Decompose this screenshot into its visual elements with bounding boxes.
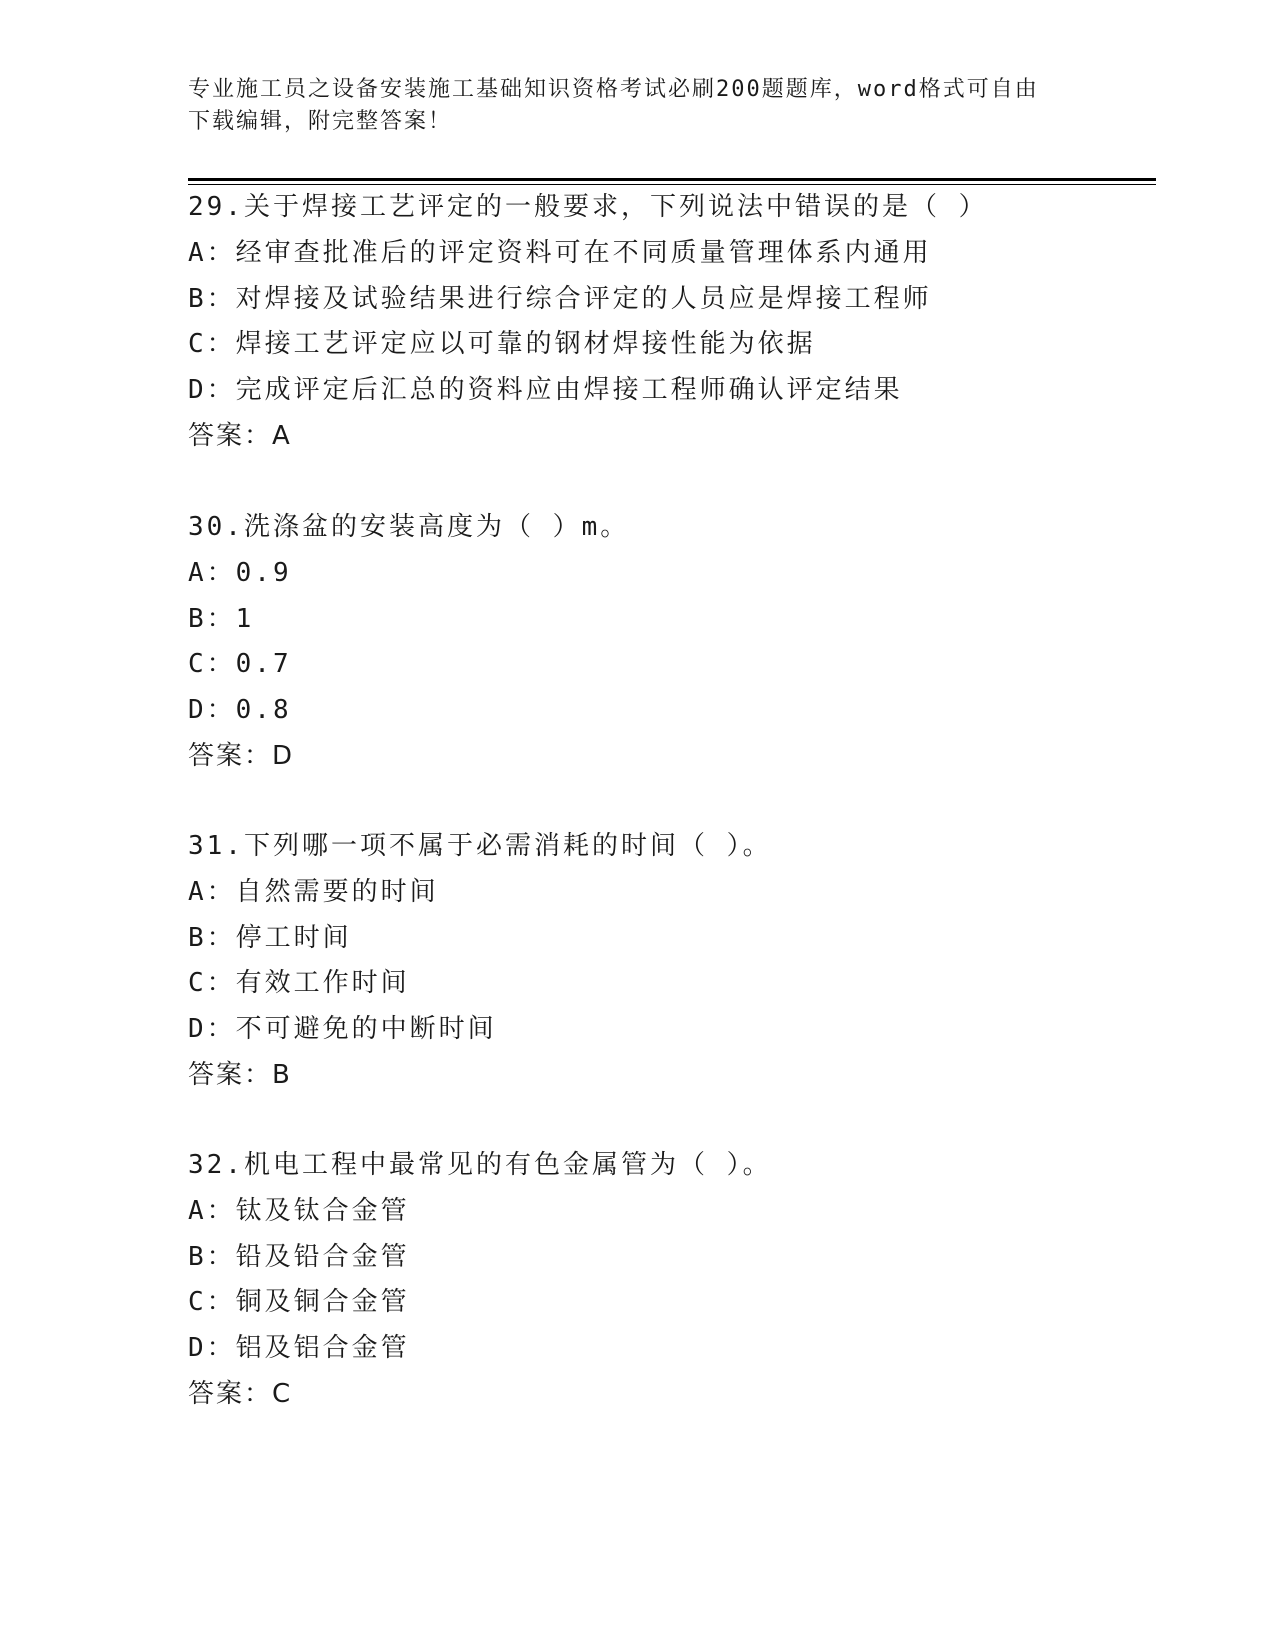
option-b: B：1	[188, 603, 255, 634]
option-b: B：停工时间	[188, 922, 352, 953]
question-stem: 31.下列哪一项不属于必需消耗的时间（ ）。	[188, 831, 772, 861]
question-block-29	[188, 185, 1148, 460]
header-divider-thick	[188, 178, 1156, 181]
option-a: A：钛及钛合金管	[188, 1195, 410, 1226]
option-d: D：0.8	[188, 695, 292, 726]
answer-label: 答案：C	[188, 1378, 293, 1409]
question-block-32	[188, 1143, 1148, 1418]
option-c: C：0.7	[188, 649, 292, 680]
question-stem: 29.关于焊接工艺评定的一般要求，下列说法中错误的是（ ）	[188, 192, 988, 222]
option-b: B：对焊接及试验结果进行综合评定的人员应是焊接工程师	[188, 283, 932, 314]
option-c: C：铜及铜合金管	[188, 1287, 410, 1318]
option-a: A：经审查批准后的评定资料可在不同质量管理体系内通用	[188, 237, 932, 268]
question-block-31	[188, 824, 1148, 1099]
option-d: D：铝及铝合金管	[188, 1333, 410, 1364]
answer-label: 答案：B	[188, 1059, 292, 1090]
header-line-2: 下载编辑，附完整答案！	[188, 109, 453, 134]
question-stem: 30.洗涤盆的安装高度为（ ）m。	[188, 512, 630, 542]
option-d: D：不可避免的中断时间	[188, 1014, 497, 1045]
answer-label: 答案：D	[188, 740, 295, 771]
question-stem: 32.机电工程中最常见的有色金属管为（ ）。	[188, 1150, 772, 1180]
header-line-1: 专业施工员之设备安装施工基础知识资格考试必刷200题题库，word格式可自由	[188, 77, 1039, 102]
option-a: A：0.9	[188, 557, 292, 588]
option-a: A：自然需要的时间	[188, 876, 439, 907]
option-d: D：完成评定后汇总的资料应由焊接工程师确认评定结果	[188, 375, 903, 406]
answer-label: 答案：A	[188, 420, 292, 451]
option-b: B：铅及铅合金管	[188, 1241, 410, 1272]
option-c: C：焊接工艺评定应以可靠的钢材焊接性能为依据	[188, 329, 816, 360]
option-c: C：有效工作时间	[188, 968, 410, 999]
document-header	[188, 74, 1088, 138]
question-block-30	[188, 505, 1148, 780]
